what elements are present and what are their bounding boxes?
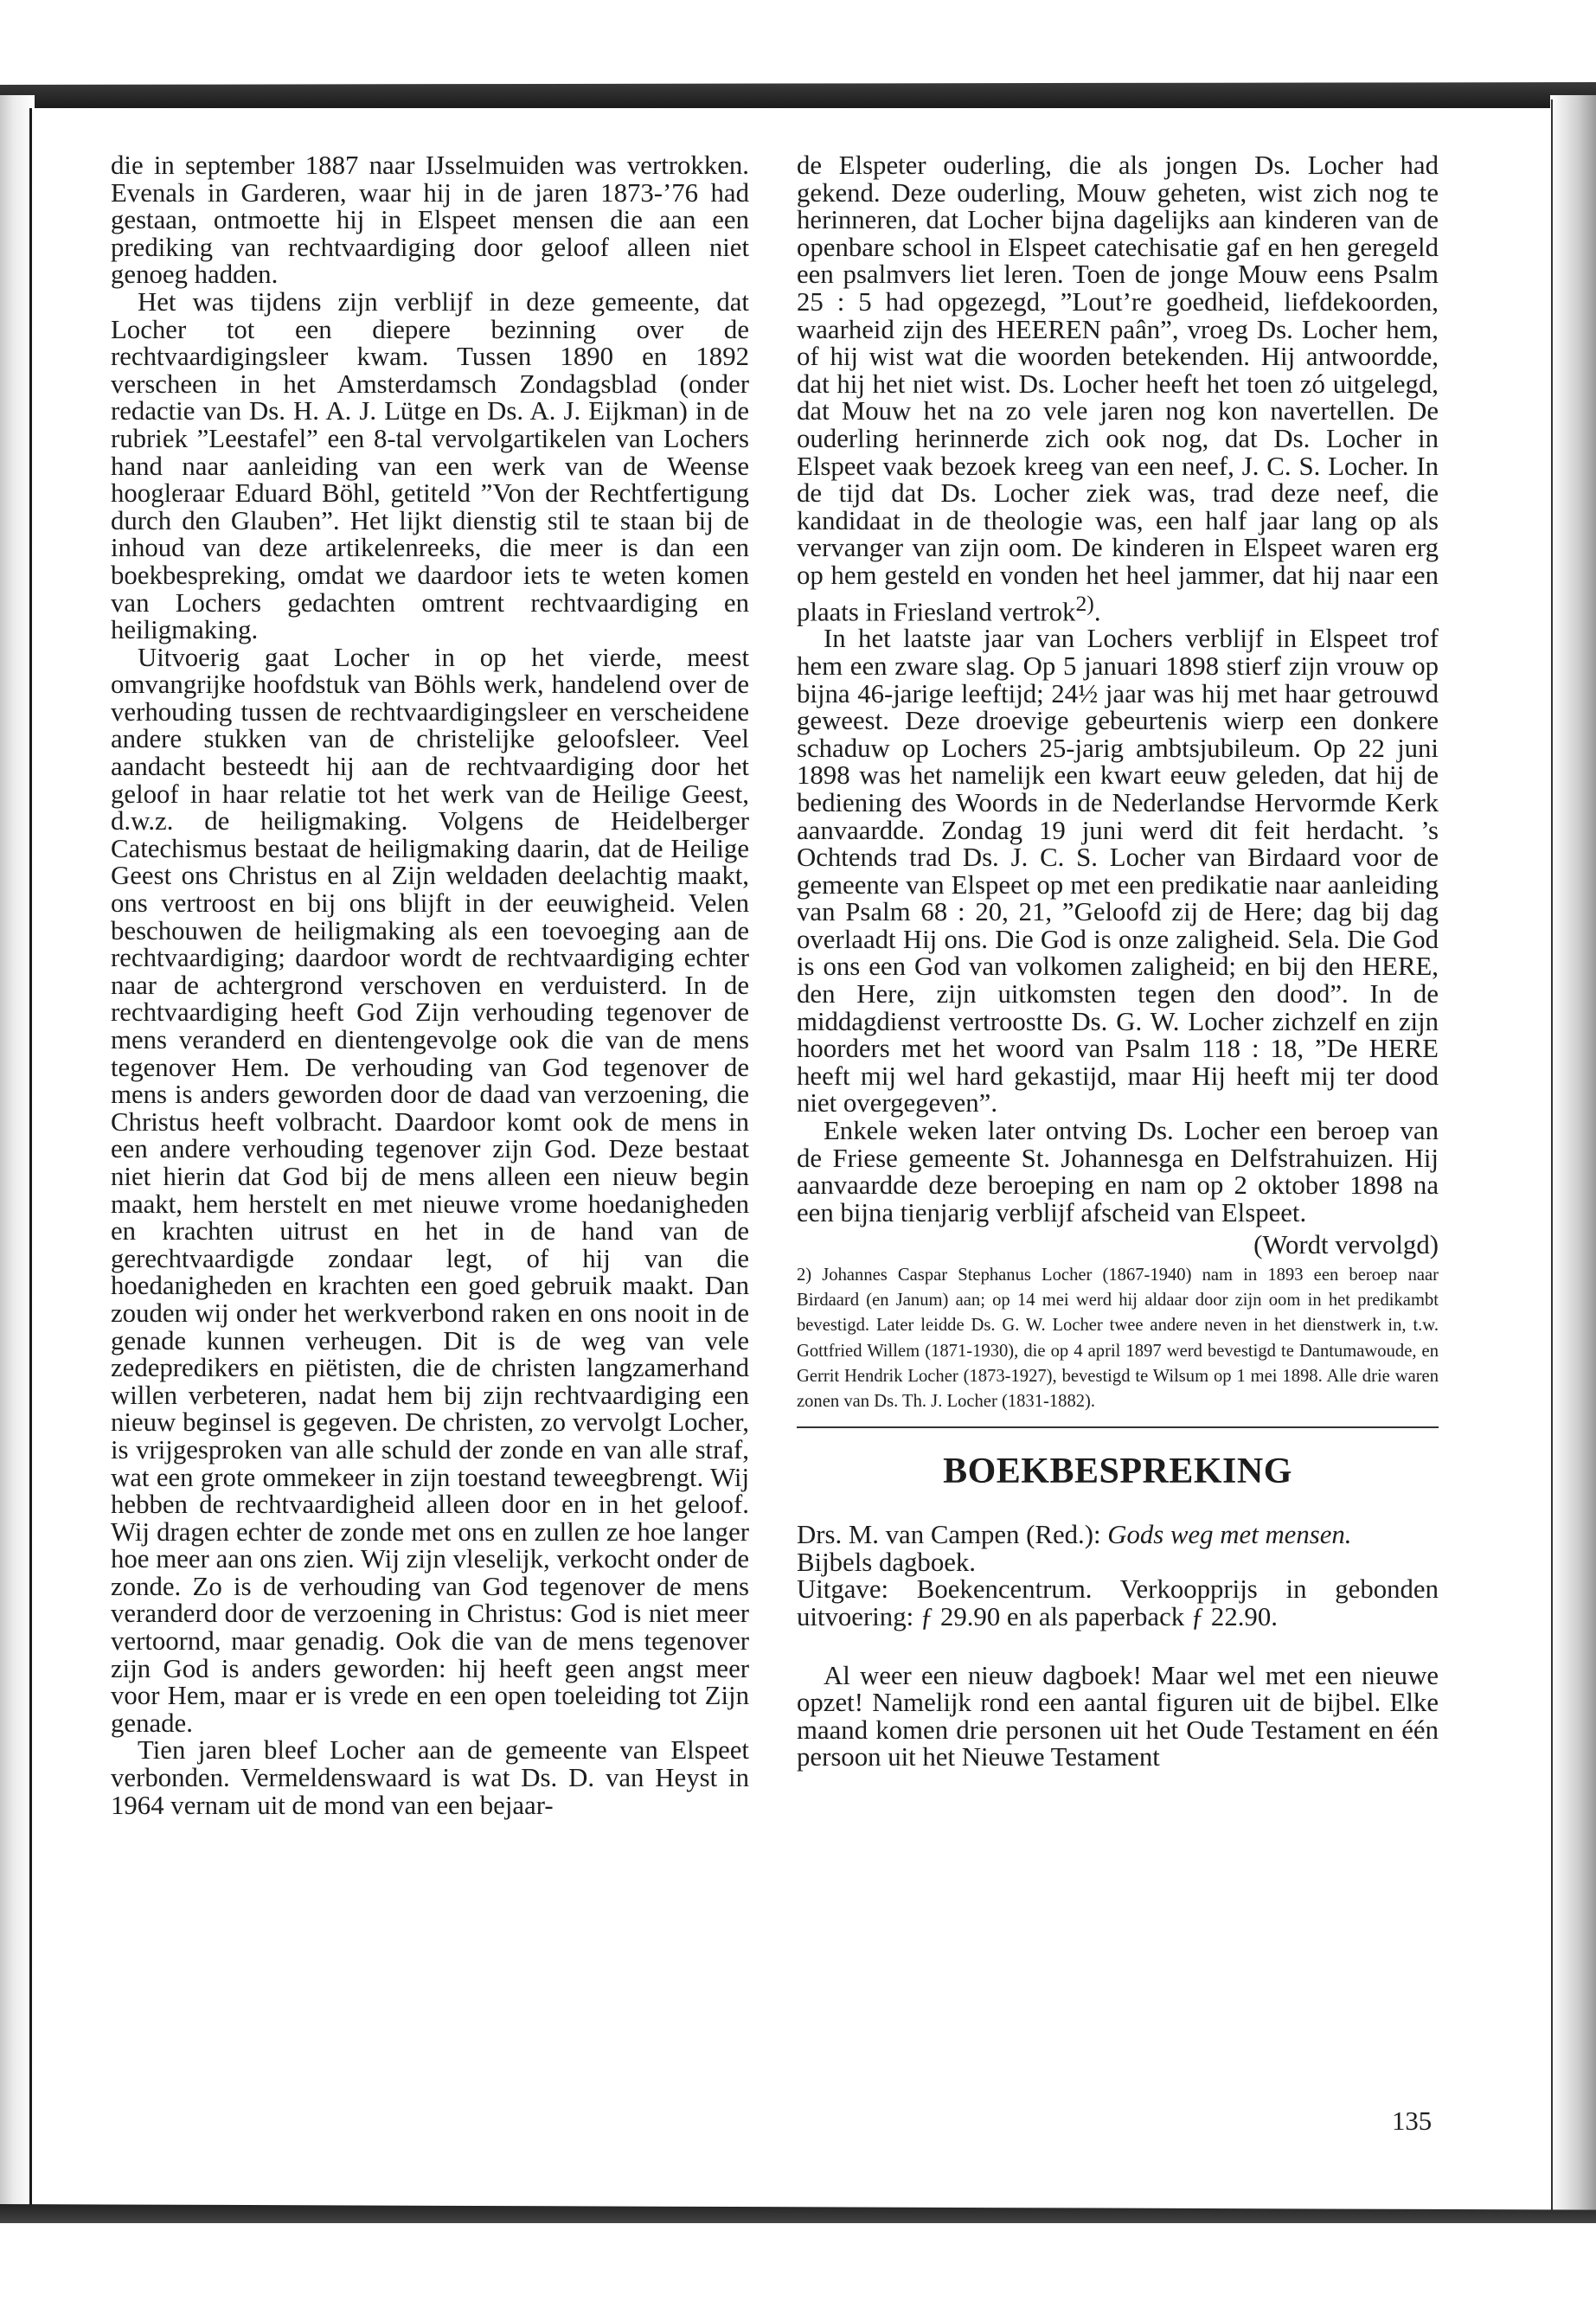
continued-note: (Wordt vervolgd) xyxy=(1253,1230,1439,1260)
book-citation xyxy=(797,1522,1439,1549)
footnote: 2) Johannes Caspar Stephanus Locher (1867-1940) nam in 1893 een beroep naar Birdaard (en Janum) aan; op 14 mei werd hij aldaar door zijn oom in het predikambt bevestigd. Later leidde Ds. G. W. Locher twee andere neven in het dienstwerk in, t.w. Gottfried Willem (1871-1930), die op 4 april 1897 werd bevestigd te Dantumawoude, en Gerrit Hendrik Locher (1873-1927), bevestigd te Wilsum op 1 mei 1898. Alle drie waren zonen van Ds. Th. J. Locher (1831-1882). xyxy=(797,1266,1439,1412)
paragraph-end: . xyxy=(1093,596,1101,626)
paragraph xyxy=(797,152,1439,625)
paragraph: die in september 1887 naar IJsselmuiden was vertrokken. Evenals in Garderen, waar hij in de jaren 1873-’76 had gestaan, ontmoette hij in Elspeet mensen die aan een prediking van rechtvaardiging door geloof alleen niet genoeg hadden. xyxy=(111,151,749,290)
scan-edge-left-line xyxy=(29,108,32,2206)
book-review xyxy=(797,1522,1439,1772)
book-subtitle: Bijbels dagboek. xyxy=(797,1547,976,1577)
book-publisher: Uitgave: Boekencentrum. Verkoopprijs in gebonden uitvoering: ƒ 29.90 en als paperback ƒ 22.90. xyxy=(797,1574,1439,1632)
paragraph-text: de Elspeter ouderling, die als jongen Ds. Locher had gekend. Deze ouderling, Mouw geheten, wist zich nog te herinneren, dat Locher bijna dagelijks aan kinderen van de openbare school in Elspeet catechisatie gaf en hen geregeld een psalmvers liet leren. Toen de jonge Mouw eens Psalm 25 : 5 had opgezegd, ”Lout’re goedheid, liefdekoorden, waarheid zijn des HEEREN paân”, vroeg Ds. Locher hem, of hij wist wat die woorden betekenden. Hij antwoordde, dat hij het niet wist. Ds. Locher heeft het toen zó uitgelegd, dat Mouw het na zo vele jaren nog kon navertellen. De ouderling herinnerde zich ook nog, dat Ds. Locher in Elspeet vaak bezoek kreeg van een neef, J. C. S. Locher. In de tijd dat Ds. Locher ziek was, trad deze neef, die kandidaat in de theologie was, een half jaar lang op als vervanger van zijn oom. De kinderen in Elspeet waren erg op hem gesteld en vonden het heel jammer, dat hij naar een plaats in Friesland vertrok xyxy=(797,151,1439,626)
page-number: 135 xyxy=(1392,2106,1433,2136)
left-column xyxy=(111,152,749,1819)
paragraph: Uitvoerig gaat Locher in op het vierde, meest omvangrijke hoofdstuk van Böhls werk, handelend over de verhouding tussen de rechtvaardigingsleer en verscheidene andere stukken van de christelijke geloofsleer. Veel aandacht besteedt hij aan de rechtvaardiging door het geloof in haar relatie tot het werk van de Heilige Geest, d.w.z. de heiligmaking. Volgens de Heidelberger Catechismus bestaat de heiligmaking daarin, dat de Heilige Geest ons Christus en al Zijn weldaden deelachtig maakt, ons vertroost en bij ons blijft in der eeuwigheid. Velen beschouwen de heiligmaking als een toevoeging aan de rechtvaardiging; daardoor wordt de rechtvaardiging echter naar de achtergrond verschoven en verduisterd. In de rechtvaardiging heeft God Zijn verhouding tegenover de mens veranderd en dientengevolge ook die van de mens tegenover Hem. De verhouding van God tegenover de mens is anders geworden door de daad van verzoening, die Christus heeft volbracht. Daardoor komt ook de mens in een andere verhouding tegenover zijn God. Deze bestaat niet hierin dat God bij de mens alleen een nieuw begin maakt, hem herstelt en met nieuwe vrome hoedanigheden en krachten uitrust en het in de hand van de gerechtvaardigde zondaar legt, of hij van die hoedanigheden en krachten een goed gebruik maakt. Dan zouden wij onder het werkverbond raken en ons nooit in de genade kunnen verheugen. Dit is de weg van vele zedepredikers en piëtisten, die de christen langzamerhand willen verbeteren, nadat hem bij zijn rechtvaardiging een nieuw beginsel is gegeven. De christen, zo vervolgt Locher, is vrijgesproken van alle schuld der zonde en van alle straf, wat een grote ommekeer in zijn toestand teweegbrengt. Wij hebben de rechtvaardigheid alleen door en in het geloof. Wij dragen echter de zonde met ons en zullen ze hoe langer hoe meer aan ons zien. Wij zijn vleselijk, verkocht onder de zonde. Zo is de verhouding van God tegenover de mens veranderd door de verzoening in Christus: God is niet meer vertoornd, maar genadig. Ook die van de mens tegenover zijn God is anders geworden: hij heeft geen angst meer voor Hem, maar er is vrede en een open toeleiding tot Zijn genade. xyxy=(111,642,749,1738)
section-divider xyxy=(797,1426,1439,1428)
scan-edge-right-line xyxy=(1551,99,1553,2210)
review-text: Al weer een nieuw dagboek! Maar wel met een nieuwe opzet! Namelijk rond een aantal figuren uit de bijbel. Elke maand komen drie personen uit het Oude Testament en één persoon uit het Nieuwe Testament xyxy=(797,1660,1439,1772)
footnote-reference: 2) xyxy=(1075,590,1094,616)
scan-edge-top xyxy=(0,82,1596,108)
section-heading: BOEKBESPREKING xyxy=(943,1452,1292,1492)
paragraph: Enkele weken later ontving Ds. Locher een beroep van de Friese gemeente St. Johannesga en Delfstrahuizen. Hij aanvaardde deze beroeping en nam op 2 oktober 1898 na een bijna tienjarig verblijf afscheid van Elspeet. xyxy=(797,1116,1439,1227)
paragraph: Tien jaren bleef Locher aan de gemeente van Elspeet verbonden. Vermeldenswaard is wat Ds. D. van Heyst in 1964 vernam uit de mond van een bejaar- xyxy=(111,1735,749,1820)
book-author: Drs. M. van Campen (Red.): xyxy=(797,1520,1101,1550)
right-column xyxy=(797,152,1439,1772)
paragraph: In het laatste jaar van Lochers verblijf in Elspeet trof hem een zware slag. Op 5 januari 1898 stierf zijn vrouw op bijna 46-jarige leeftijd; 24½ jaar was hij met haar getrouwd geweest. Deze droevige gebeurtenis wierp een donkere schaduw op Lochers 25-jarig ambtsjubileum. Op 22 juni 1898 was het namelijk een kwart eeuw geleden, dat hij de bediening des Woords in de Nederlandse Hervormde Kerk aanvaardde. Zondag 19 juni werd dit feit herdacht. ’s Ochtends trad Ds. J. C. S. Locher van Birdaard voor de gemeente van Elspeet op met een predikatie naar aanleiding van Psalm 68 : 20, 21, ”Geloofd zij de Here; dag bij dag overlaadt Hij ons. Die God is onze zaligheid. Sela. Die God is ons een God van volkomen zaligheid; en bij den HERE, den Here, zijn uitkomsten tegen den dood”. In de middagdienst vertroostte Ds. G. W. Locher zichzelf en zijn hoorders met het woord van Psalm 118 : 18, ”De HERE heeft mij wel hard gekastijd, maar Hij heeft mij ter dood niet overgegeven”. xyxy=(797,624,1439,1118)
scan-edge-bottom xyxy=(0,2204,1596,2223)
paragraph: Het was tijdens zijn verblijf in deze gemeente, dat Locher tot een diepere bezinning over de rechtvaardigingsleer kwam. Tussen 1890 en 1892 verscheen in het Amsterdamsch Zondagsblad (onder redactie van Ds. H. A. J. Lütge en Ds. A. J. Eijkman) in de rubriek ”Leestafel” een 8-tal vervolgartikelen van Lochers hand naar aanleiding van een werk van de Weense hoogleraar Eduard Böhl, getiteld ”Von der Rechtfertigung durch den Glauben”. Het lijkt dienstig stil te staan bij de inhoud van deze artikelenreeks, die meer is dan een boekbespreking, omdat we daardoor iets te weten komen van Lochers gedachten omtrent rechtvaardiging en heiligmaking. xyxy=(111,286,749,645)
spacer xyxy=(797,1631,1439,1663)
book-title: Gods weg met mensen. xyxy=(1107,1520,1352,1550)
scan-edge-right xyxy=(1550,95,1596,2214)
